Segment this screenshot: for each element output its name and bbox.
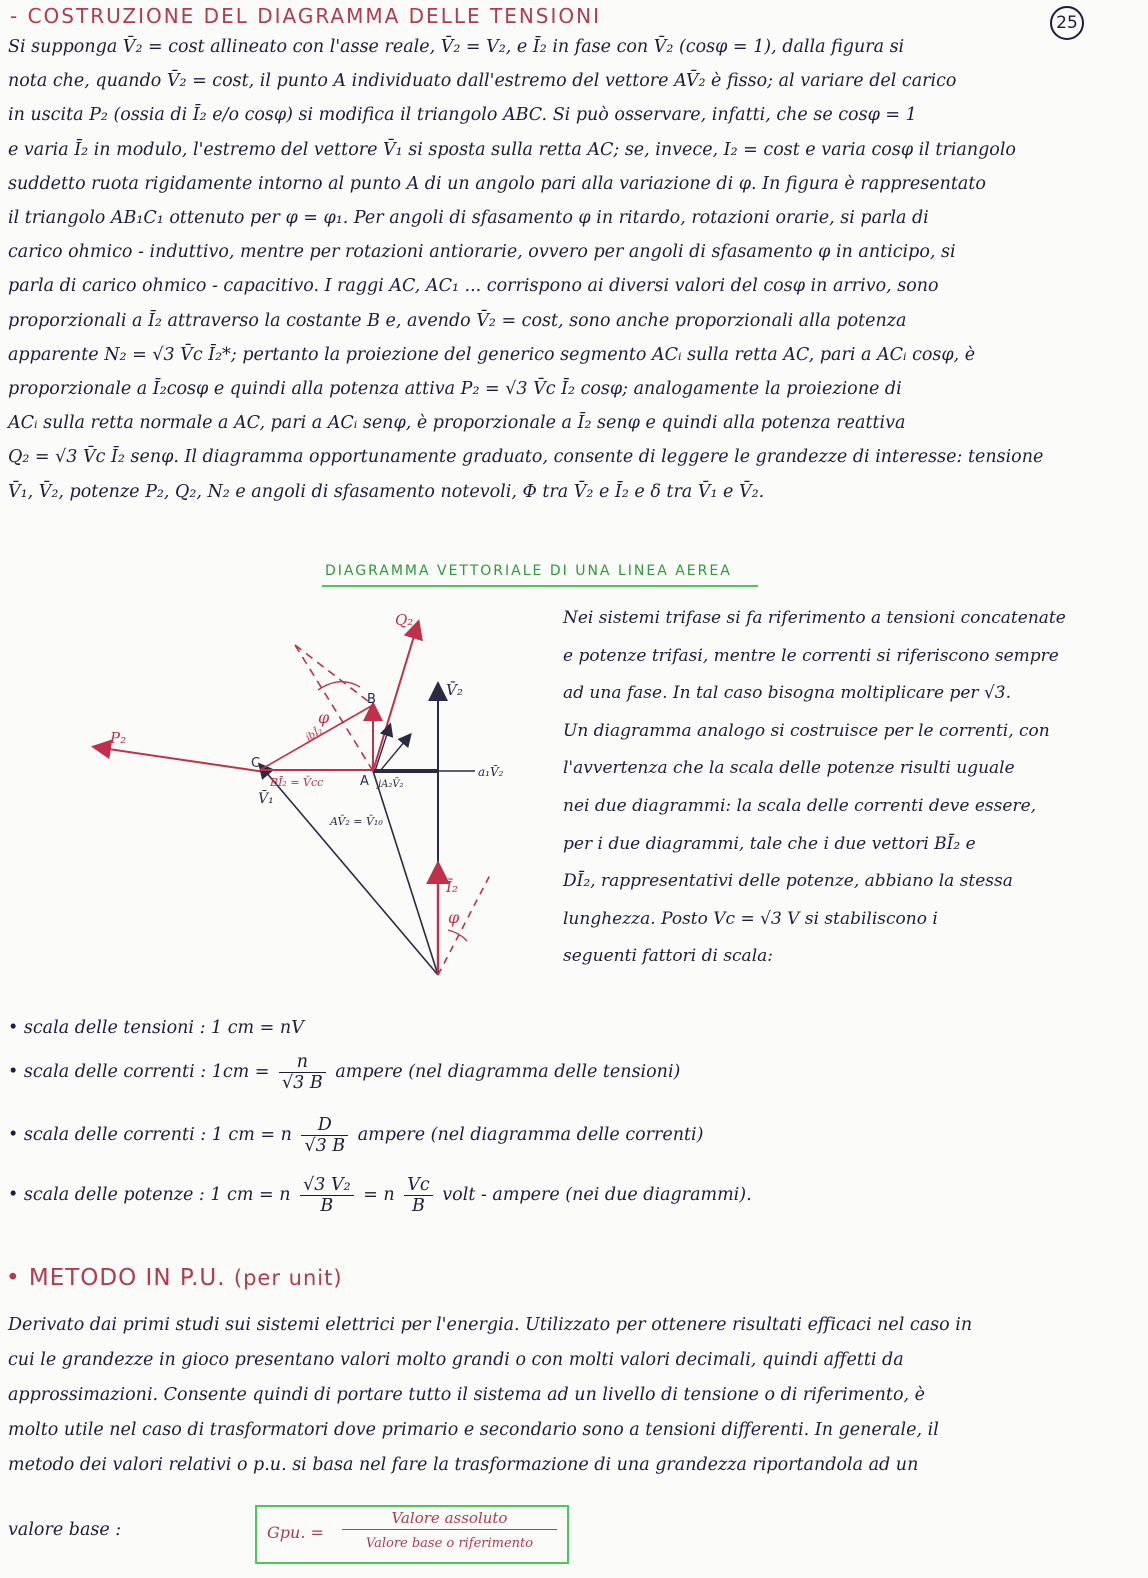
text-line: Nei sistemi trifase si fa riferimento a tensioni concatenate (563, 608, 1066, 628)
v1-label: V̄₁ (258, 791, 274, 807)
text-line: apparente N₂ = √3 V̄c Ī₂*; pertanto la proiezione del generico segmento ACᵢ sulla retta AC, pari a ACᵢ cosφ, è (8, 344, 976, 365)
text-line: metodo dei valori relativi o p.u. si basa nel fare la trasformazione di una grandezza riportandola ad un (8, 1455, 919, 1475)
b-label: B (367, 692, 376, 707)
v1-vector (260, 765, 438, 975)
av20-label: AV̄₂ = V̄₁₀ (330, 815, 383, 828)
fraction-denominator: √3 B (282, 1073, 323, 1093)
scale-label: • scala delle correnti : 1cm = (8, 1062, 276, 1082)
section-title: - COSTRUZIONE DEL DIAGRAMMA DELLE TENSIONI (10, 4, 601, 28)
a-label: A (360, 774, 369, 789)
scale-label: • scala delle potenze : 1 cm = n (8, 1185, 291, 1205)
av2-line (373, 771, 438, 975)
paragraph-tension-diagram (8, 30, 1128, 509)
fraction-numerator: D (301, 1115, 348, 1136)
scale-label: • scala delle correnti : 1 cm = n (8, 1125, 292, 1145)
text-line: e potenze trifasi, mentre le correnti si riferiscono sempre (563, 645, 1059, 666)
q2-axis (373, 623, 418, 771)
diagram-title-underline (322, 585, 758, 587)
dashed-line (295, 645, 373, 771)
text-line: suddetto ruota rigidamente intorno al punto A di un angolo pari alla variazione di φ. In figura è rappresentato (8, 173, 986, 194)
paragraph-three-phase (563, 600, 1133, 976)
text-line: Q₂ = √3 V̄c Ī₂ senφ. Il diagramma opportunamente graduato, consente di leggere le grandezze di interesse: tensione (8, 447, 1044, 468)
text-line: lunghezza. Posto Vc = √3 V si stabiliscono i (563, 908, 938, 929)
method-title-text: • METODO IN P.U. (6, 1265, 226, 1291)
text-line: proporzionale a Ī₂cosφ e quindi alla potenza attiva P₂ = √3 V̄c Ī₂ cosφ; analogamente la proiezione di (8, 379, 902, 400)
scale-label: • scala delle tensioni : 1 cm = (8, 1018, 280, 1038)
bi2-label: BĪ₂ = V̄cc (270, 776, 324, 789)
fraction (279, 1052, 326, 1093)
jbi2-label: jbĪ₂ (304, 725, 325, 744)
scale-current-current-diagram (8, 1115, 703, 1156)
text-line: carico ohmico - induttivo, mentre per rotazioni antiorarie, ovvero per angoli di sfasamento φ in anticipo, si (8, 242, 956, 263)
text-line: l'avvertenza che la scala delle potenze risulti uguale (563, 758, 1015, 779)
phi-label-bottom: φ (448, 908, 460, 927)
scale-mid: = n (363, 1185, 395, 1205)
fraction-denominator: B (412, 1196, 425, 1216)
scale-power (8, 1175, 752, 1216)
fraction-denominator: √3 B (304, 1136, 346, 1156)
text-line: e varia Ī₂ in modulo, l'estremo del vettore V̄₁ si sposta sulla retta AC; se, invece, I₂ = cost e varia cosφ il triangolo (8, 139, 1016, 160)
formula-numerator: Valore assoluto (342, 1509, 557, 1530)
av2-label: a₁V̄₂ (478, 765, 504, 779)
text-line: V̄₁, V̄₂, potenze P₂, Q₂, N₂ e angoli di sfasamento notevoli, Φ tra V̄₂ e Ī₂ e δ tra V̄₁ e V̄₂. (8, 481, 765, 502)
page-number: 25 (1050, 6, 1084, 40)
text-line: per i due diagrammi, tale che i due vettori BĪ₂ e (563, 833, 976, 854)
fraction-numerator: n (279, 1052, 326, 1073)
text-line: ACᵢ sulla retta normale a AC, pari a ACᵢ senφ, è proporzionale a Ī₂ senφ e quindi alla potenza reattiva (8, 413, 906, 434)
p2-axis (95, 747, 265, 772)
fraction-denominator: B (320, 1196, 334, 1216)
scale-value: nV (279, 1018, 304, 1038)
text-line: Un diagramma analogo si costruisce per le correnti, con (563, 720, 1050, 741)
text-line: in uscita P₂ (ossia di Ī₂ e/o cosφ) si modifica il triangolo ABC. Si può osservare, infatti, che se cosφ = 1 (8, 105, 917, 126)
scale-tail: volt - ampere (nei due diagrammi). (442, 1185, 752, 1205)
text-line: Si supponga V̄₂ = cost allineato con l'asse reale, V̄₂ = V₂, e Ī₂ in fase con V̄₂ (cosφ = 1), dalla figura si (8, 37, 905, 57)
method-subtitle: (per unit) (233, 1266, 343, 1290)
c-label: C (251, 756, 261, 771)
small-vector (375, 725, 390, 771)
p2-label: P₂ (110, 729, 127, 747)
text-line: nei due diagrammi: la scala delle correnti deve essere, (563, 795, 1037, 816)
vector-diagram (90, 595, 530, 985)
scale-current-tension-diagram (8, 1052, 680, 1093)
text-line: seguenti fattori di scala: (563, 946, 773, 967)
v2-label: V̄₂ (446, 681, 463, 699)
text-line: proporzionali a Ī₂ attraverso la costante B e, avendo V̄₂ = cost, sono anche proporzionali alla potenza (8, 310, 907, 331)
text-line: nota che, quando V̄₂ = cost, il punto A individuato dall'estremo del vettore AV̄₂ è fisso; al variare del carico (8, 71, 957, 92)
phi-arc-top (318, 682, 360, 690)
formula-lhs: Gpu. = (267, 1523, 324, 1542)
text-line: ad una fase. In tal caso bisogna moltiplicare per √3. (563, 683, 1012, 704)
fraction (301, 1115, 348, 1156)
fraction (404, 1175, 432, 1216)
scale-tail: ampere (nel diagramma delle correnti) (357, 1125, 704, 1145)
text-line: molto utile nel caso di trasformatori dove primario e secondario sono a tensioni differenti. In generale, il (8, 1420, 939, 1440)
q2-label: Q₂ (395, 611, 414, 629)
phi-arc-bottom (448, 930, 467, 941)
fraction-numerator: √3 V₂ (300, 1175, 354, 1196)
formula-denominator: Valore base o riferimento (365, 1536, 534, 1551)
text-line: DĪ₂, rappresentativi delle potenze, abbiano la stessa (563, 871, 1013, 892)
phi-label-top: φ (318, 708, 330, 727)
text-line: cui le grandezze in gioco presentano valori molto grandi o con molti valori decimali, quindi affetti da (8, 1350, 904, 1370)
scale-tail: ampere (nel diagramma delle tensioni) (335, 1062, 681, 1082)
i2-label: Ī₂ (446, 878, 458, 896)
ja2v2-label: jA₂V̄₂ (378, 779, 404, 790)
text-line: Derivato dai primi studi sui sistemi elettrici per l'energia. Utilizzato per ottenere risultati efficaci nel caso in (8, 1315, 973, 1335)
diagram-title: DIAGRAMMA VETTORIALE DI UNA LINEA AEREA (325, 563, 732, 579)
dashed-line (295, 645, 373, 705)
fraction (300, 1175, 354, 1216)
text-line: approssimazioni. Consente quindi di portare tutto il sistema ad un livello di tensione o di riferimento, è (8, 1385, 925, 1405)
method-pu-title (6, 1265, 343, 1291)
text-line: parla di carico ohmico - capacitivo. I raggi AC, AC₁ ... corrispono ai diversi valori del cosφ in arrivo, sono (8, 276, 939, 297)
pu-formula-box (255, 1505, 569, 1564)
fraction-numerator: Vc (404, 1175, 432, 1196)
text-line: il triangolo AB₁C₁ ottenuto per φ = φ₁. Per angoli di sfasamento φ in ritardo, rotazioni orarie, si parla di (8, 208, 929, 229)
scale-voltage (8, 1018, 304, 1038)
formula-lead: valore base : (8, 1520, 122, 1540)
paragraph-pu-method (8, 1308, 1128, 1483)
